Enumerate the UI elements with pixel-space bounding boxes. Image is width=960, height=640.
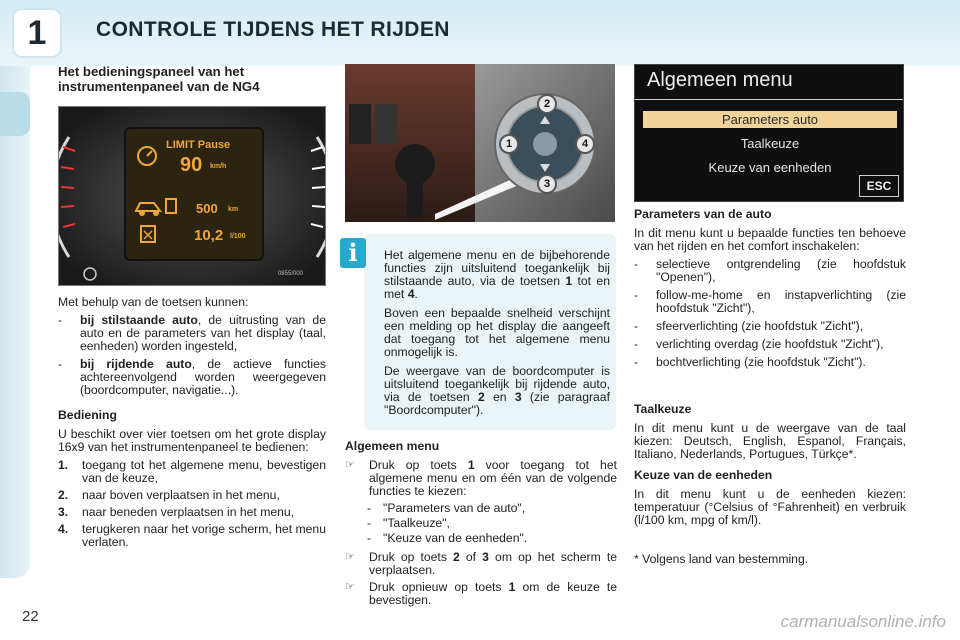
step-number: 4.	[58, 522, 69, 536]
bullet-text: , de uitrusting van de auto en de parameters van het display (taal, eenheden) worden ingesteld,	[80, 313, 326, 353]
esc-key: ESC	[859, 175, 899, 197]
chapter-number: 1	[14, 10, 60, 56]
taalkeuze-heading: Taalkeuze	[634, 402, 692, 416]
column-center	[345, 440, 617, 611]
list-item: ☞ Druk op toets 1 voor toegang tot het algemene menu en om één van de volgende functies te kiezen:	[345, 458, 617, 498]
cluster-limit-label: LIMIT Pause	[166, 139, 231, 151]
bullet-bold: bij rijdende auto	[80, 357, 192, 371]
page-number: 22	[22, 608, 39, 625]
panel-heading: Het bedieningspaneel van het instrumentenpaneel van de NG4	[58, 64, 260, 94]
screen-header: Algemeen menu	[647, 69, 793, 91]
cluster-speed: 90	[180, 154, 203, 176]
column-left	[58, 64, 326, 104]
console-button-1: 1	[499, 134, 519, 154]
menu-item-eenheden: Keuze van eenheden	[708, 160, 832, 175]
step-text: naar boven verplaatsen in het menu,	[82, 488, 280, 502]
params-heading: Parameters van de auto	[634, 207, 772, 221]
side-band	[0, 66, 30, 578]
list-item: - "Taalkeuze",	[367, 516, 450, 530]
info-box	[364, 234, 616, 430]
bullet-bold: bij stilstaande auto	[80, 313, 198, 327]
cluster-range: 500	[196, 201, 218, 216]
bullet-text: , de actieve functies achtereenvolgend worden weergegeven (boordcomputer, navigatie...).	[80, 357, 327, 397]
dash-mark: -	[58, 313, 63, 327]
cluster-range-unit: km	[228, 206, 239, 213]
dash-mark: -	[58, 357, 63, 371]
eenheden-heading: Keuze van de eenheden	[634, 468, 773, 482]
menu-screen-photo	[634, 64, 904, 202]
intro-text: Met behulp van de toetsen kunnen:	[58, 295, 249, 309]
console-button-3: 3	[537, 174, 557, 194]
column-left-body	[58, 296, 326, 553]
info-paragraph: Boven een bepaalde snelheid verschijnt een melding op het display die aangeeft dat toegang tot het algemene menu onmogelijk is.	[384, 306, 610, 359]
cluster-code: 0855/000	[277, 271, 303, 277]
step-number: 1.	[58, 458, 69, 472]
cluster-speed-unit: km/h	[210, 163, 227, 170]
step-number: 2.	[58, 488, 69, 502]
screen-divider	[635, 99, 904, 100]
menu-item-parameters: Parameters auto	[643, 111, 897, 128]
fuel-consumption-icon	[138, 223, 160, 245]
pointing-hand-icon: ☞	[345, 581, 355, 593]
taalkeuze-text: In dit menu kunt u de weergave van de taal kiezen: Deutsch, English, Espanol, Français, Italiano, Nederlands, Portugues, Türkçe*.	[634, 421, 906, 461]
footnote: * Volgens land van bestemming.	[634, 552, 809, 566]
chapter-tab	[0, 92, 30, 136]
list-item	[58, 459, 326, 485]
page-title: CONTROLE TIJDENS HET RIJDEN	[96, 18, 450, 41]
algemeen-menu-heading: Algemeen menu	[345, 439, 440, 453]
bediening-heading: Bediening	[58, 408, 117, 422]
speed-limiter-icon	[134, 143, 160, 169]
list-item	[58, 314, 326, 353]
list-item	[58, 506, 326, 519]
info-icon: i	[340, 238, 366, 268]
list-item	[58, 358, 326, 397]
step-number: 3.	[58, 505, 69, 519]
list-item	[58, 523, 326, 549]
pointing-hand-icon: ☞	[345, 459, 355, 471]
list-item: - follow-me-home en instapverlichting (zie hoofdstuk "Zicht"),	[634, 288, 906, 315]
cluster-consumption-unit: l/100	[230, 233, 246, 240]
step-text: terugkeren naar het vorige scherm, het menu verlaten.	[82, 522, 326, 549]
list-item: ☞ Druk opnieuw op toets 1 om de keuze te bevestigen.	[345, 580, 617, 607]
list-item: - "Parameters van de auto",	[367, 501, 526, 515]
car-fuel-icon	[132, 193, 182, 219]
params-text: In dit menu kunt u bepaalde functies ten behoeve van het rijden en het comfort inschakelen:	[634, 226, 906, 253]
list-item: ☞ Druk op toets 2 of 3 om op het scherm te verplaatsen.	[345, 550, 618, 577]
list-item: - bochtverlichting (zie hoofdstuk "Zicht").	[634, 355, 866, 369]
menu-item-taalkeuze: Taalkeuze	[740, 136, 800, 151]
cluster-display	[124, 127, 264, 261]
console-button-4: 4	[575, 134, 595, 154]
info-paragraph: De weergave van de boordcomputer is uitsluitend toegankelijk bij rijdende auto, via de toetsen 2 en 3 (zie paragraaf "Boordcomputer").	[384, 364, 610, 417]
column-right	[634, 208, 906, 571]
list-item: - selectieve ontgrendeling (zie hoofdstuk "Openen"),	[634, 257, 906, 284]
watermark: carmanualsonline.info	[780, 612, 946, 631]
instrument-cluster-photo	[58, 106, 326, 286]
step-text: toegang tot het algemene menu, bevestigen van de keuze,	[82, 458, 326, 485]
warning-light-icon	[81, 265, 99, 283]
list-item	[58, 489, 326, 502]
cluster-consumption: 10,2	[194, 227, 224, 244]
eenheden-text: In dit menu kunt u de eenheden kiezen: temperatuur (°Celsius of °Fahrenheit) en verbruik (l/100 km, mpg of km/l).	[634, 487, 906, 527]
pointing-hand-icon: ☞	[345, 551, 355, 563]
bediening-text: U beschikt over vier toetsen om het grote display 16x9 van het instrumentenpaneel te bedienen:	[58, 427, 326, 454]
list-item: - verlichting overdag (zie hoofdstuk "Zicht"),	[634, 337, 884, 351]
info-paragraph: Het algemene menu en de bijbehorende functies zijn uitsluitend toegankelijk bij stilstaande auto, via de toetsen 1 tot en met 4.	[384, 248, 610, 301]
list-item: - sfeerverlichting (zie hoofdstuk "Zicht"),	[634, 319, 864, 333]
list-item: - "Keuze van de eenheden".	[367, 531, 528, 545]
console-photo	[345, 64, 615, 222]
step-text: naar beneden verplaatsen in het menu,	[82, 505, 295, 519]
console-button-2: 2	[537, 94, 557, 114]
